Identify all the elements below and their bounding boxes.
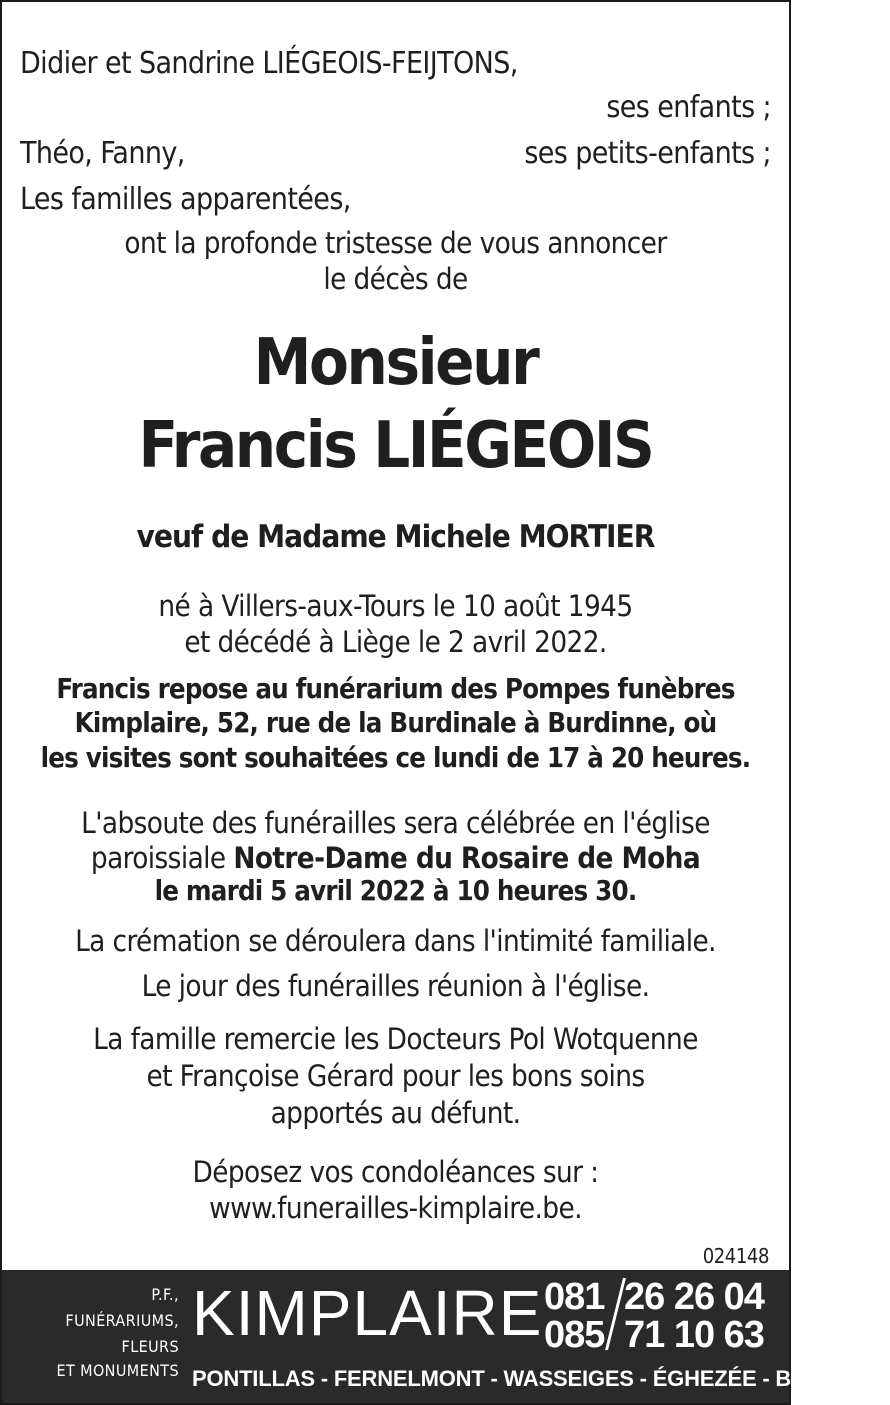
phone-divider [605,1278,626,1350]
service-pf: P.F., [151,1285,179,1304]
reference-number: 024148 [702,1244,769,1268]
announce-line-2: le décès de [323,262,468,296]
condolences-line: Déposez vos condoléances sur : [192,1155,599,1189]
announce-line-1: ont la profonde tristesse de vous annoncer [124,226,667,260]
service-monuments: ET MONUMENTS [56,1361,179,1380]
visitation-line-3: les visites sont souhaitées ce lundi de 17 à 20 heures. [40,743,751,774]
locations-line: PONTILLAS - FERNELMONT - WASSEIGES - ÉGHEZÉE - BURDINNE [192,1366,890,1391]
phone-prefix-2: 085 [544,1314,605,1356]
children-role: ses enfants ; [606,90,771,125]
condolences-url: www.funerailles-kimplaire.be. [209,1191,582,1225]
grandchildren-role: ses petits-enfants ; [524,136,771,171]
funeral-home-banner [2,1270,890,1403]
grandchildren-names: Théo, Fanny, [20,136,185,171]
relatives: Les familles apparentées, [20,182,351,217]
phone-number-1: 26 26 04 [624,1276,764,1318]
phone-number-2: 71 10 63 [624,1314,764,1356]
deceased-title: Monsieur [253,325,538,400]
ceremony-prefix: paroissiale [90,841,234,875]
brand-name: KIMPLAIRE [192,1277,543,1349]
ceremony-line-2 [2,841,789,875]
meeting-line: Le jour des funérailles réunion à l'église. [141,969,650,1003]
ceremony-date: le mardi 5 avril 2022 à 10 heures 30. [154,876,637,907]
service-funerariums: FUNÉRARIUMS, [65,1311,179,1330]
death-line: et décédé à Liège le 2 avril 2022. [184,625,607,659]
phone-prefix-1: 081 [544,1276,605,1318]
thanks-line-2: et Françoise Gérard pour les bons soins [146,1059,645,1093]
thanks-line-1: La famille remercie les Docteurs Pol Wotquenne [93,1022,698,1056]
church-name: Notre-Dame du Rosaire de Moha [233,841,701,875]
thanks-line-3: apportés au défunt. [270,1096,521,1130]
children-names: Didier et Sandrine LIÉGEOIS-FEIJTONS, [20,46,518,81]
visitation-line-2: Kimplaire, 52, rue de la Burdinale à Burdinne, où [74,708,717,739]
ceremony-line-1: L'absoute des funérailles sera célébrée en l'église [81,806,710,840]
cremation-line: La crémation se déroulera dans l'intimité familiale. [75,924,716,958]
widower-line: veuf de Madame Michele MORTIER [136,519,655,555]
service-fleurs: FLEURS [121,1337,179,1356]
visitation-line-1: Francis repose au funérarium des Pompes funèbres [56,674,735,705]
deceased-name: Francis LIÉGEOIS [138,408,653,483]
birth-line: né à Villers-aux-Tours le 10 août 1945 [158,589,633,623]
